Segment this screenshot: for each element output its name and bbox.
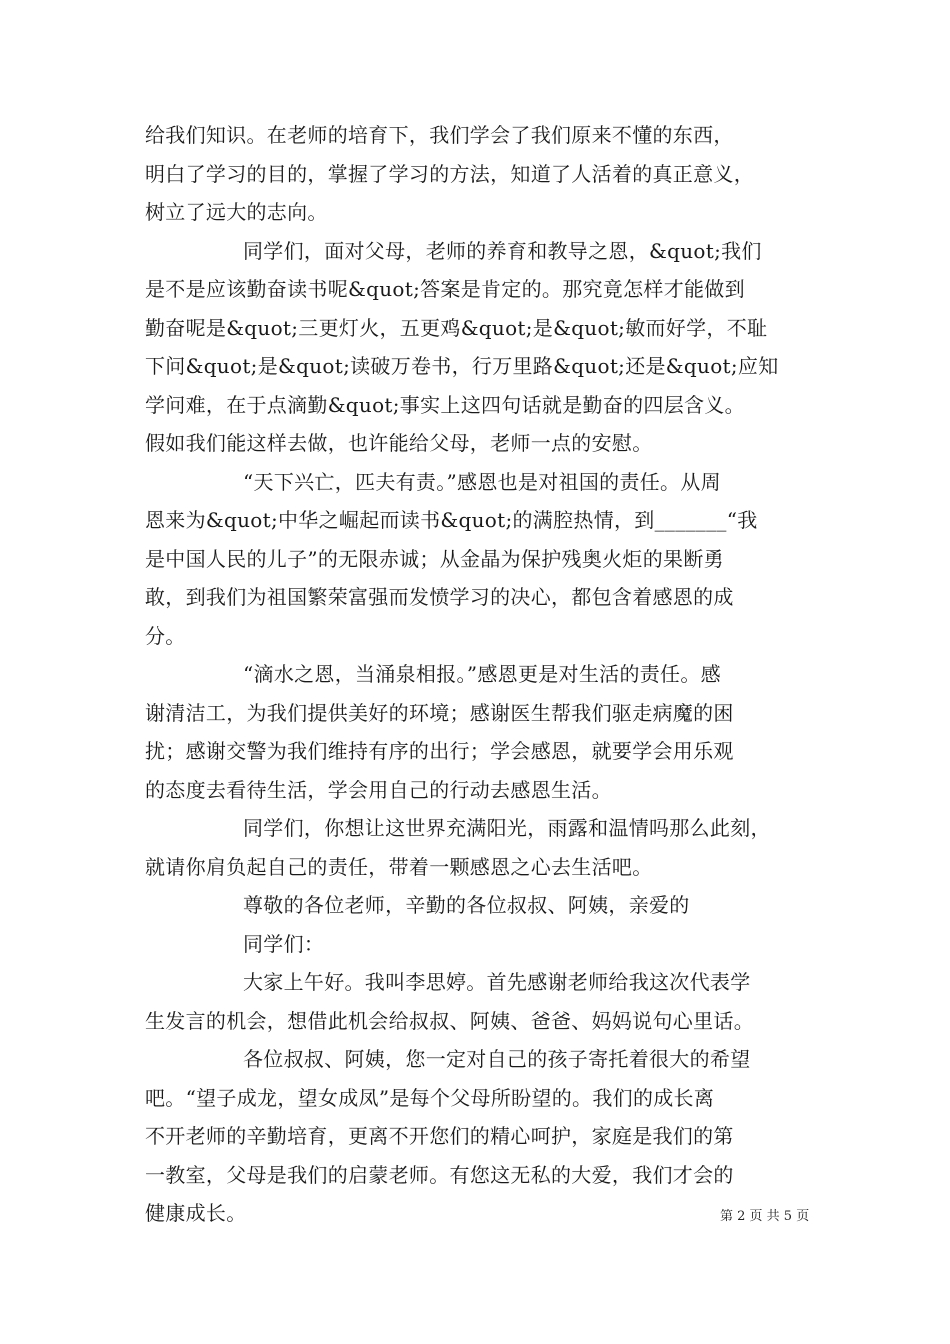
text-line: 是不是应该勤奋读书呢&quot;答案是肯定的。那究竟怎样才能做到 xyxy=(145,277,745,301)
text-line: 敢，到我们为祖国繁荣富强而发愤学习的决心，都包含着感恩的成 xyxy=(145,585,734,609)
text-line: 大家上午好。我叫李思婷。首先感谢老师给我这次代表学 xyxy=(243,970,751,994)
text-line: 树立了远大的志向。 xyxy=(145,200,328,224)
text-line: 是中国人民的儿子”的无限赤诚；从金晶为保护残奥火炬的果断勇 xyxy=(145,546,724,571)
text-line: 给我们知识。在老师的培育下，我们学会了我们原来不懂的东西， xyxy=(145,123,734,147)
text-line: 各位叔叔、阿姨，您一定对自己的孩子寄托着很大的希望 xyxy=(243,1047,751,1071)
text-line: “滴水之恩，当涌泉相报。”感恩更是对生活的责任。感 xyxy=(243,662,721,686)
text-line: 一教室，父母是我们的启蒙老师。有您这无私的大爱，我们才会的 xyxy=(145,1162,734,1187)
text-line: 谢清洁工，为我们提供美好的环境；感谢医生帮我们驱走病魔的困 xyxy=(145,700,734,725)
text-line: 的态度去看待生活，学会用自己的行动去感恩生活。 xyxy=(145,777,612,802)
text-line: 学问难，在于点滴勤&quot;事实上这四句话就是勤奋的四层含义。 xyxy=(145,392,745,417)
text-line: 尊敬的各位老师，辛勤的各位叔叔、阿姨，亲爱的 xyxy=(243,893,690,917)
text-line: 不开老师的辛勤培育，更离不开您们的精心呵护，家庭是我们的第 xyxy=(145,1124,734,1148)
text-line: 就请你肩负起自己的责任，带着一颗感恩之心去生活吧。 xyxy=(145,854,653,879)
text-line: “天下兴亡，匹夫有责。”感恩也是对祖国的责任。从周 xyxy=(243,469,721,494)
document-body xyxy=(145,116,825,1233)
text-line: 同学们，你想让这世界充满阳光，雨露和温情吗那么此刻， xyxy=(243,816,771,840)
text-line: 假如我们能这样去做，也许能给父母，老师一点的安慰。 xyxy=(145,431,653,455)
text-line: 吧。“望子成龙，望女成凤”是每个父母所盼望的。我们的成长离 xyxy=(145,1085,715,1110)
text-line: 同学们，面对父母，老师的养育和教导之恩，&quot;我们 xyxy=(243,238,762,263)
text-line: 生发言的机会，想借此机会给叔叔、阿姨、爸爸、妈妈说句心里话。 xyxy=(145,1008,754,1033)
page-number-footer: 第 2 页 共 5 页 xyxy=(720,1209,810,1224)
text-line: 恩来为&quot;中华之崛起而读书&quot;的满腔热情，到_______“我 xyxy=(145,508,758,532)
text-line: 分。 xyxy=(145,623,186,648)
text-line: 下问&quot;是&quot;读破万卷书，行万里路&quot;还是&quot;应知 xyxy=(145,354,779,378)
text-line: 扰；感谢交警为我们维持有序的出行；学会感恩，就要学会用乐观 xyxy=(145,739,734,763)
text-line: 健康成长。 xyxy=(145,1201,247,1225)
text-line: 同学们： xyxy=(243,931,325,956)
text-line: 明白了学习的目的，掌握了学习的方法，知道了人活着的真正意义， xyxy=(145,161,754,186)
text-line: 勤奋呢是&quot;三更灯火，五更鸡&quot;是&quot;敏而好学，不耻 xyxy=(145,315,768,340)
